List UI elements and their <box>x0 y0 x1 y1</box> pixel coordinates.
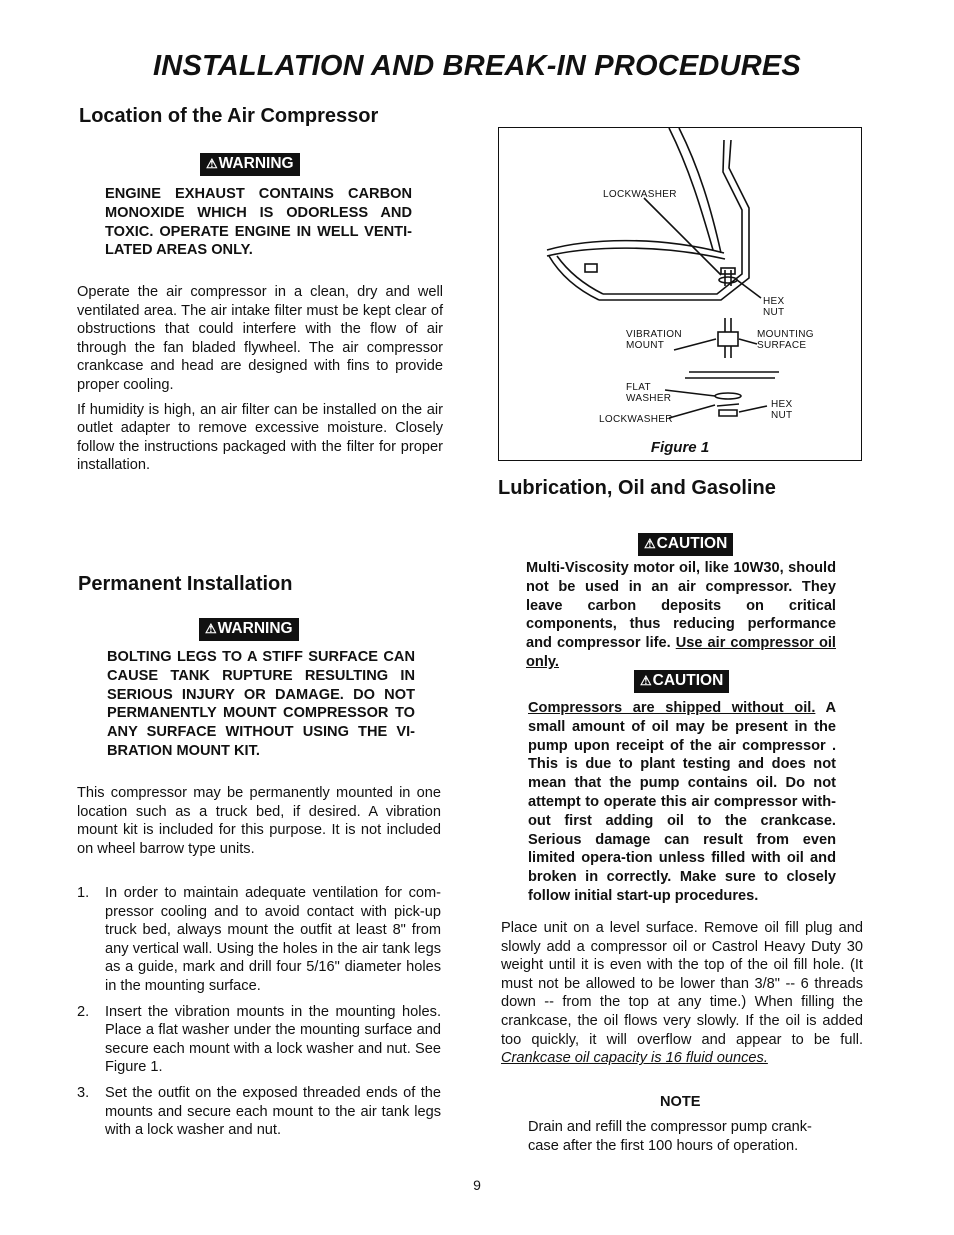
lubrication-heading: Lubrication, Oil and Gasoline <box>498 477 776 499</box>
label-mounting: MOUNTING <box>757 329 814 340</box>
figure-1 <box>498 127 862 461</box>
caution-label: CAUTION <box>656 535 728 552</box>
label-vibration: VIBRATION <box>626 329 682 340</box>
label-flat: FLAT <box>626 382 651 393</box>
caution-1-underlined: Use air compressor oil only. <box>526 635 836 670</box>
lubrication-paragraph <box>501 919 863 1068</box>
step-text: Set the outfit on the exposed threaded ends of the mounts and secure each mount to the air tank legs with a lock washer and nut. <box>105 1084 441 1139</box>
caution-2-body: A small amount of oil may be present in the pump upon receipt of the air compressor . This is due to plant testing and does not mean that the pump contains oil. Do not attempt to operate this air compressor with-out first adding oil to the crankcase. Serious damage can result from even limited opera-tion unless filled with oil and broken in correctly. Make sure to closely follow initial start-up procedures. <box>528 700 837 904</box>
step-text: In order to maintain adequate ventilation for com-pressor cooling and to avoid contact with pick-up truck bed, always mount the outfit at least 8" from any vertical wall. Using the holes in the air tank legs as a guide, mark and drill four 5/16" diameter holes in the mounting surface. <box>105 885 441 994</box>
caution-2-underlined: Compressors are shipped without oil. <box>528 700 816 716</box>
note-body <box>528 1118 836 1155</box>
label-lockwasher-top: LOCKWASHER <box>603 189 677 200</box>
location-warning-badge <box>200 153 300 176</box>
page-title: INSTALLATION AND BREAK-IN PROCEDURES <box>153 50 801 82</box>
note-heading: NOTE <box>660 1094 701 1110</box>
warning-triangle-icon: ⚠ <box>205 621 217 636</box>
note-text: Drain and refill the compressor pump crank-case after the first 100 hours of operation. <box>528 1119 812 1154</box>
list-item <box>77 1003 441 1077</box>
permanent-warning-text: BOLTING LEGS TO A STIFF SURFACE CAN CAUSE TANK RUPTURE RESULTING IN SERIOUS INJURY OR DAMAGE. DO NOT PERMANENTLY MOUNT COMPRESSOR TO ANY SURFACE WITHOUT USING THE VI-BRATION MOUNT KIT. <box>107 649 415 759</box>
warning-label: WARNING <box>217 620 293 637</box>
mounting-steps <box>77 884 441 1147</box>
list-item <box>77 884 441 996</box>
caution-label: CAUTION <box>652 672 724 689</box>
label-surface: SURFACE <box>757 340 807 351</box>
step-text: Insert the vibration mounts in the mounting holes. Place a flat washer under the mounting surface and secure each mount with a lock washer and nut. See Figure 1. <box>105 1003 441 1076</box>
step-number: 2. <box>77 1003 90 1020</box>
list-item <box>77 1084 441 1140</box>
permanent-body <box>77 784 441 864</box>
caution-1-body: Multi-Viscosity motor oil, like 10W30, should not be used in an air compressor. They leave carbon deposits on critical components, thus reducing performance and compressor life. <box>526 560 836 652</box>
permanent-heading: Permanent Installation <box>78 573 293 595</box>
warning-triangle-icon: ⚠ <box>206 156 218 171</box>
caution-2-text <box>528 699 836 906</box>
permanent-warning-badge <box>199 618 299 641</box>
label-mount: MOUNT <box>626 340 665 351</box>
location-paragraph-2: If humidity is high, an air filter can be installed on the air outlet adapter to remove excessive moisture. Closely follow the instructions packaged with the filter for proper installation. <box>77 401 443 474</box>
caution-badge-2 <box>634 670 729 693</box>
lubrication-paragraph-text: Place unit on a level surface. Remove oil fill plug and slowly add a compressor oil or Castrol Heavy Duty 30 weight until it is even with the top of the oil fill hole. (It must not be allowed to be lower than 3/8" -- 6 threads down -- from the top at any time.) When filling the crankcase, the oil flows very slowly. If the oil is added too quickly, it will overflow and appear to be full. <box>501 920 863 1048</box>
location-warning-text: ENGINE EXHAUST CONTAINS CARBON MONOXIDE WHICH IS ODORLESS AND TOXIC. OPERATE ENGINE IN WELL VENTI-LATED AREAS ONLY. <box>105 186 412 259</box>
step-number: 3. <box>77 1084 90 1101</box>
location-heading: Location of the Air Compressor <box>79 105 379 127</box>
caution-badge-1 <box>638 533 733 556</box>
label-hex-nut-bottom: HEX <box>771 399 793 410</box>
lubrication-body <box>501 919 863 1068</box>
page-number: 9 <box>473 1177 481 1193</box>
permanent-paragraph: This compressor may be permanently mounted in one location such as a truck bed, if desired. A vibration mount kit is included for this purpose. It is not included on wheel barrow type units. <box>77 785 441 857</box>
label-hex-nut-top: HEX <box>763 296 785 307</box>
step-number: 1. <box>77 885 90 901</box>
oil-capacity: Crankcase oil capacity is 16 fluid ounces. <box>501 1050 768 1067</box>
warning-label: WARNING <box>218 155 294 172</box>
warning-triangle-icon: ⚠ <box>644 536 656 551</box>
figure-caption: Figure 1 <box>650 439 710 456</box>
location-body <box>77 283 443 481</box>
warning-triangle-icon: ⚠ <box>640 673 652 688</box>
label-washer: WASHER <box>626 393 672 404</box>
location-paragraph-1: Operate the air compressor in a clean, dry and well ventilated area. The air intake filter must be kept clear of obstructions that could interfere with the flow of air through the fan bladed flywheel. The air compressor crankcase and head are designed with fins to provide proper cooling. <box>77 284 443 393</box>
caution-1-text <box>526 559 836 672</box>
vibration-mount-diagram <box>499 128 861 428</box>
label-lockwasher-bottom: LOCKWASHER <box>599 414 673 425</box>
label-hex-nut-bottom-2: NUT <box>771 410 793 421</box>
label-hex-nut-top-2: NUT <box>763 307 785 318</box>
